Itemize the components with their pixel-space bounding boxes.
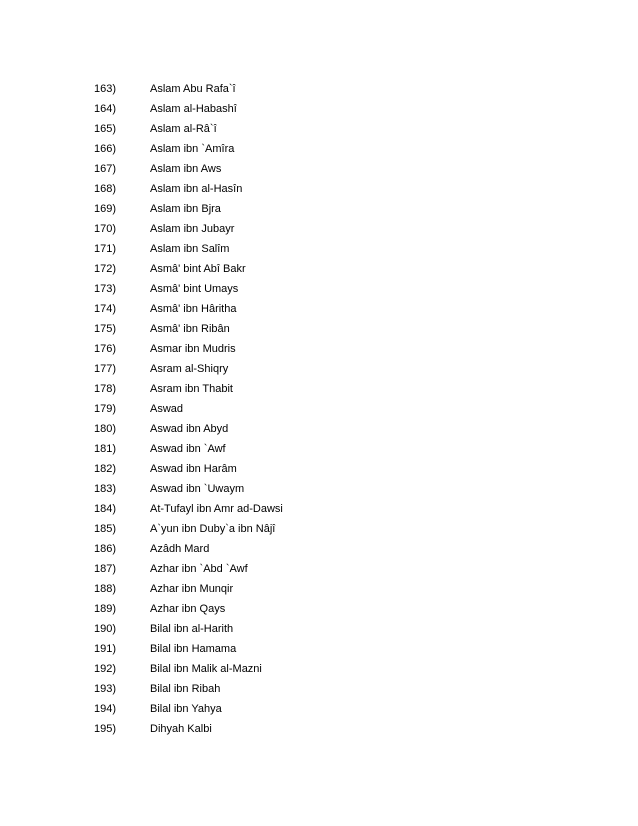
list-item-name: Azhar ibn Qays (150, 602, 226, 615)
list-item-number: 181) (94, 442, 117, 455)
list-item-number: 190) (94, 622, 117, 635)
list-item-name: Asram ibn Thabit (150, 382, 233, 395)
list-item-number: 170) (94, 222, 117, 235)
list-item (94, 399, 283, 419)
list-item-name: Asmâ' ibn Ribân (150, 322, 230, 335)
list-item (94, 539, 283, 559)
list-item (94, 419, 283, 439)
list-item (94, 199, 283, 219)
list-item (94, 359, 283, 379)
list-item (94, 479, 283, 499)
list-item-name: Asmâ' bint Umays (150, 282, 239, 295)
list-item-number: 191) (94, 642, 117, 655)
list-item-name: Bilal ibn Malik al-Mazni (150, 662, 262, 675)
list-item (94, 79, 283, 99)
list-item-number: 184) (94, 502, 117, 515)
list-item (94, 619, 283, 639)
list-item (94, 679, 283, 699)
list-item (94, 179, 283, 199)
list-item-number: 194) (94, 702, 117, 715)
list-item-number: 182) (94, 462, 117, 475)
list-item-number: 163) (94, 82, 117, 95)
list-item-name: Aslam ibn `Amîra (150, 142, 235, 155)
list-item-name: Asmâ' ibn Hâritha (150, 302, 237, 315)
list-item-name: Azhar ibn `Abd `Awf (150, 562, 248, 575)
list-item-number: 187) (94, 562, 117, 575)
list-item (94, 559, 283, 579)
list-item-name: Aslam al-Râ`î (150, 122, 217, 135)
list-item-number: 179) (94, 402, 117, 415)
list-item (94, 159, 283, 179)
list-item-number: 166) (94, 142, 117, 155)
list-item-name: Aslam Abu Rafa`î (150, 82, 236, 95)
list-item-number: 189) (94, 602, 117, 615)
list-item-number: 175) (94, 322, 117, 335)
list-item (94, 599, 283, 619)
list-item (94, 239, 283, 259)
list-item-number: 172) (94, 262, 117, 275)
list-item-number: 167) (94, 162, 117, 175)
list-item-number: 173) (94, 282, 117, 295)
list-item (94, 379, 283, 399)
list-item (94, 720, 283, 740)
list-item-name: Aslam ibn Salîm (150, 242, 230, 255)
list-item-name: Asram al-Shiqry (150, 362, 229, 375)
list-item-number: 188) (94, 582, 117, 595)
list-item (94, 139, 283, 159)
list-item-name: Bilal ibn al-Harith (150, 622, 234, 635)
list-item-name: Aswad (150, 402, 184, 415)
list-item-name: Aslam ibn Aws (150, 162, 222, 175)
list-item-name: At-Tufayl ibn Amr ad-Dawsi (150, 502, 283, 515)
list-item-name: Bilal ibn Hamama (150, 642, 237, 655)
list-item-number: 177) (94, 362, 117, 375)
list-item-name: Aswad ibn Abyd (150, 422, 229, 435)
list-item-number: 168) (94, 182, 117, 195)
list-item-name: Aslam ibn Jubayr (150, 222, 235, 235)
list-item-name: A`yun ibn Duby`a ibn Nâjî (150, 522, 276, 535)
list-item (94, 519, 283, 539)
list-item (94, 259, 283, 279)
list-item (94, 659, 283, 679)
list-item-number: 185) (94, 522, 117, 535)
list-item-name: Azâdh Mard (150, 542, 210, 555)
name-list (94, 79, 283, 740)
list-item-number: 164) (94, 102, 117, 115)
list-item-number: 165) (94, 122, 117, 135)
list-item-name: Azhar ibn Munqir (150, 582, 234, 595)
list-item-number: 174) (94, 302, 117, 315)
list-item-name: Aswad ibn Harâm (150, 462, 237, 475)
list-item (94, 219, 283, 239)
list-item (94, 319, 283, 339)
list-item (94, 299, 283, 319)
list-item-name: Aslam ibn Bjra (150, 202, 221, 215)
list-item (94, 579, 283, 599)
list-item (94, 639, 283, 659)
list-item (94, 699, 283, 719)
list-item-name: Bilal ibn Ribah (150, 682, 221, 695)
list-item-name: Asmar ibn Mudris (150, 342, 236, 355)
list-item-name: Aswad ibn `Uwaym (150, 482, 245, 495)
list-item-number: 195) (94, 723, 117, 735)
list-item (94, 459, 283, 479)
list-item (94, 279, 283, 299)
list-item (94, 439, 283, 459)
list-item-number: 193) (94, 682, 117, 695)
list-item-number: 171) (94, 242, 117, 255)
list-item-name: Asmâ' bint Abî Bakr (150, 262, 246, 275)
list-item-number: 186) (94, 542, 117, 555)
list-item (94, 99, 283, 119)
list-item-number: 169) (94, 202, 117, 215)
list-item (94, 339, 283, 359)
list-item-name: Bilal ibn Yahya (150, 702, 222, 715)
list-item-name: Aslam al-Habashî (150, 102, 237, 115)
list-item-number: 178) (94, 382, 117, 395)
list-item-number: 176) (94, 342, 117, 355)
list-item-number: 192) (94, 662, 117, 675)
list-item-name: Dihyah Kalbi (150, 723, 212, 735)
list-item-name: Aswad ibn `Awf (150, 442, 226, 455)
list-item-number: 183) (94, 482, 117, 495)
list-item (94, 499, 283, 519)
list-item (94, 119, 283, 139)
list-item-number: 180) (94, 422, 117, 435)
list-item-name: Aslam ibn al-Hasîn (150, 182, 243, 195)
